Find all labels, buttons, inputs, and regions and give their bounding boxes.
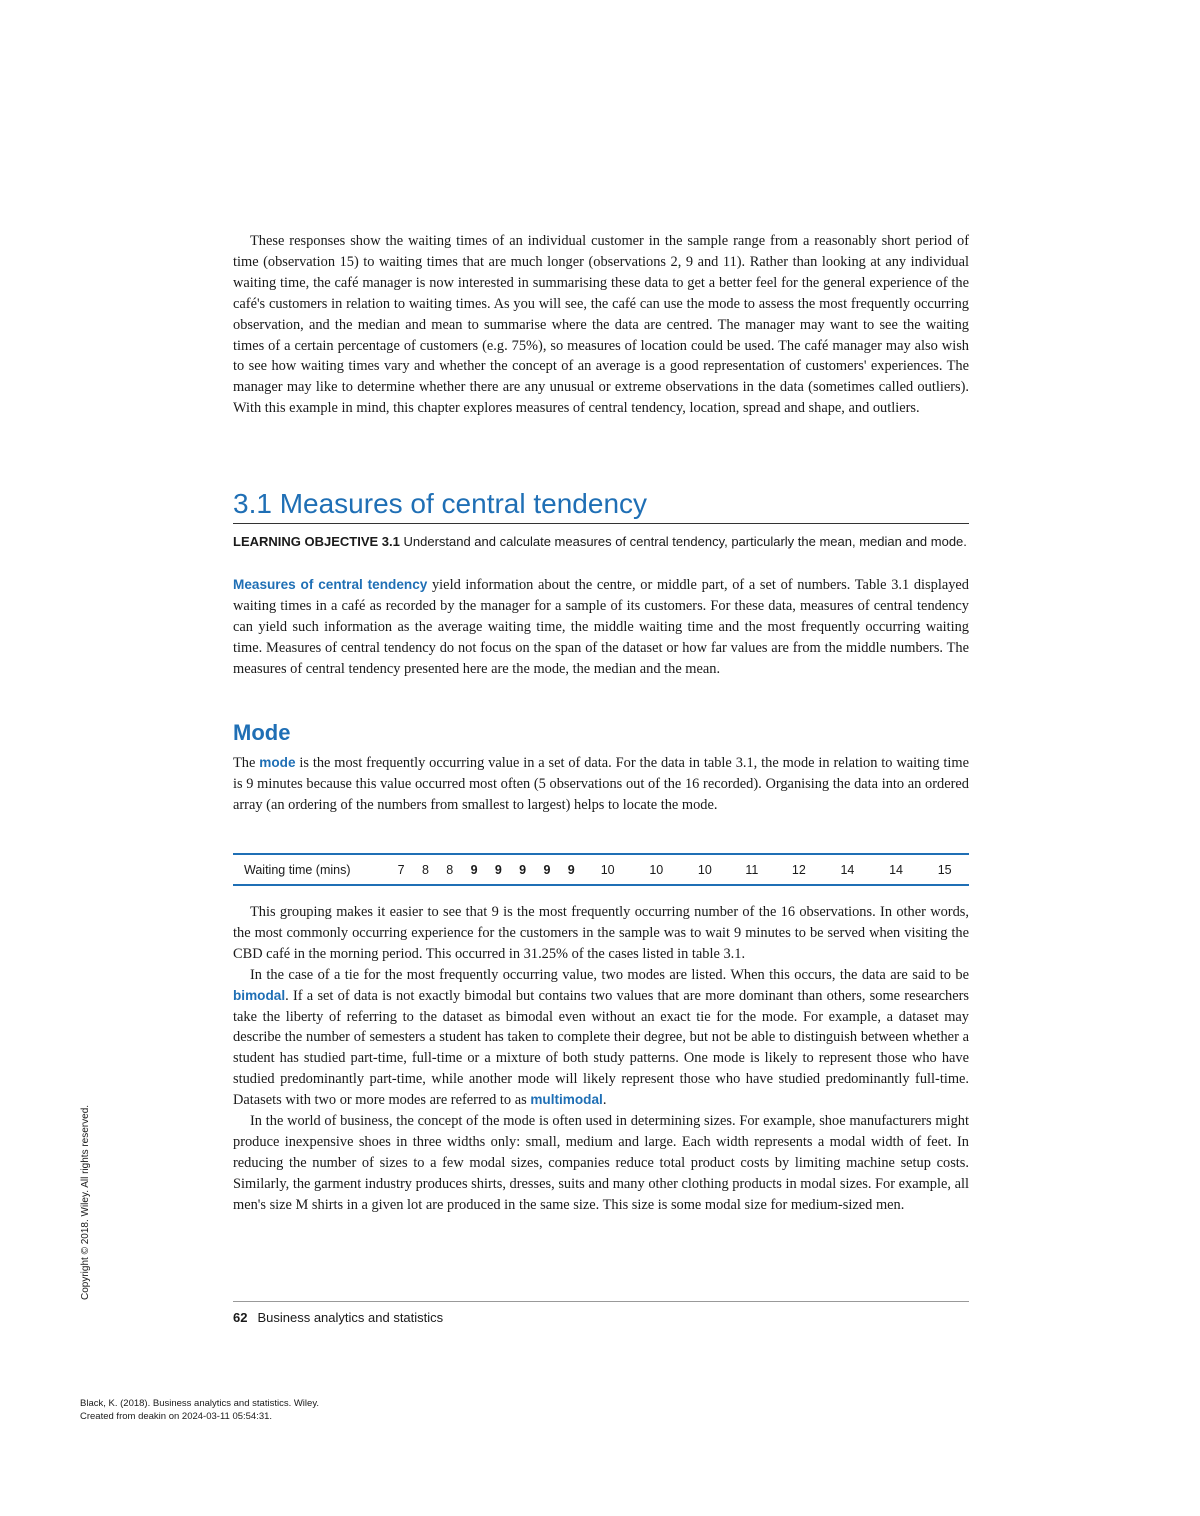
mode-discussion-block	[233, 902, 969, 1216]
array-value-modal: 9	[567, 863, 575, 877]
array-value: 11	[745, 863, 759, 877]
book-title: Business analytics and statistics	[257, 1310, 444, 1325]
bimodal-start: In the case of a tie for the most frequently occurring value, two modes are listed. When this occurs, the data are said to be	[250, 966, 969, 983]
section-intro-paragraph	[233, 575, 969, 680]
footer-divider	[233, 1301, 969, 1302]
array-value-modal: 9	[470, 863, 478, 877]
learning-objective-label: LEARNING OBJECTIVE 3.1	[233, 534, 400, 549]
bimodal-paragraph	[233, 965, 969, 1111]
business-paragraph: In the world of business, the concept of the mode is often used in determining sizes. For example, shoe manufacturers might produce inexpensive shoes in three widths only: small, medium and large. Each width represents a modal width of feet. In reducing the number of sizes to a few modal sizes, companies reduce total product costs by limiting machine setup costs. Similarly, the garment industry produces shirts, dresses, suits and many other clothing products in modal sizes. For example, all men's size M shirts in a given lot are produced in the same size. This size is some modal size for medium-sized men.	[233, 1113, 969, 1213]
keyword-bimodal: bimodal	[233, 987, 286, 1003]
array-value: 14	[889, 863, 903, 877]
keyword-mode: mode	[259, 755, 296, 770]
array-value: 7	[397, 863, 405, 877]
page-footer	[233, 1310, 443, 1325]
array-value-modal: 9	[519, 863, 527, 877]
array-value: 8	[446, 863, 454, 877]
citation-line-1: Black, K. (2018). Business analytics and statistics. Wiley.	[80, 1398, 319, 1409]
mode-definition-paragraph	[233, 753, 969, 816]
array-label: Waiting time (mins)	[244, 863, 351, 877]
page-number: 62	[233, 1310, 248, 1325]
array-value: 8	[421, 863, 429, 877]
bimodal-end: .	[602, 1092, 607, 1109]
mode-definition-block	[233, 753, 969, 816]
intro-block	[233, 231, 969, 419]
ordered-array-row	[233, 854, 969, 885]
keyword-central-tendency: Measures of central tendency	[233, 577, 428, 592]
copyright-notice: Copyright © 2018. Wiley. All rights reserved.	[80, 1104, 91, 1300]
section-intro-block	[233, 575, 969, 680]
array-value: 10	[697, 863, 712, 877]
bimodal-mid: . If a set of data is not exactly bimodal but contains two values that are more dominant than others, some researchers take the liberty of referring to the dataset as bimodal even without an exact tie for the mode. For example, a dataset may describe the number of semesters a student has taken to complete their degree, but not be able to distinguish between whether a student has studied part-time, full-time or a mixture of both study patterns. One mode is likely to represent those who have studied predominantly part-time, while another mode will likely represent those who have studied predominantly full-time. Datasets with two or more modes are referred to as	[233, 987, 969, 1109]
array-value-modal: 9	[543, 863, 551, 877]
citation	[80, 1397, 319, 1423]
mode-def-rest: is the most frequently occurring value in a set of data. For the data in table 3.1, the mode in relation to waiting time is 9 minutes because this value occurred most often (5 observations out of the 16 recorded). Organising the data into an ordered array (an ordering of the numbers from smallest to largest) helps to locate the mode.	[233, 755, 969, 813]
learning-objective	[233, 533, 969, 551]
ordered-array-table	[233, 853, 969, 886]
array-value: 12	[791, 863, 806, 877]
mode-def-start: The	[233, 755, 260, 771]
grouping-paragraph: This grouping makes it easier to see that 9 is the most frequently occurring number of the 16 observations. In other words, the most commonly occurring experience for the customers in the sample was to wait 9 minutes to be served when visiting the CBD café in the morning period. This occurred in 31.25% of the cases listed in table 3.1.	[233, 904, 969, 962]
intro-paragraph: These responses show the waiting times of an individual customer in the sample range from a reasonably short period of time (observation 15) to waiting times that are much longer (observations 2, 9 and 11). Rather than looking at any individual waiting time, the café manager is now interested in summarising these data to get a better feel for the general experience of the café's customers in relation to waiting times. As you will see, the café can use the mode to assess the most frequently occurring observation, and the median and mean to summarise where the data are centred. The manager may want to see the waiting times of a certain percentage of customers (e.g. 75%), so measures of location could be used. The café manager may also wish to see how waiting times vary and whether the concept of an average is a good representation of customers' experiences. The manager may like to determine whether there are any unusual or extreme observations in the data (sometimes called outliers). With this example in mind, this chapter explores measures of central tendency, location, spread and shape, and outliers.	[233, 233, 969, 417]
array-value: 10	[600, 863, 615, 877]
citation-line-2: Created from deakin on 2024-03-11 05:54:31.	[80, 1411, 273, 1422]
array-value-modal: 9	[494, 863, 502, 877]
array-value: 14	[840, 863, 855, 877]
array-value: 15	[937, 863, 952, 877]
learning-objective-text: Understand and calculate measures of central tendency, particularly the mean, median and mode.	[399, 534, 967, 549]
section-title: 3.1 Measures of central tendency	[233, 486, 969, 524]
keyword-multimodal: multimodal	[530, 1092, 603, 1108]
mode-heading: Mode	[233, 720, 291, 745]
array-value: 10	[649, 863, 664, 877]
section-intro-rest: yield information about the centre, or middle part, of a set of numbers. Table 3.1 displayed waiting times in a café as recorded by the manager for a sample of its customers. For these data, measures of central tendency can yield such information as the average waiting time, the middle waiting time and the most frequently occurring waiting time. Measures of central tendency do not focus on the span of the dataset or how far values are from the middle numbers. The measures of central tendency presented here are the mode, the median and the mean.	[233, 577, 969, 677]
